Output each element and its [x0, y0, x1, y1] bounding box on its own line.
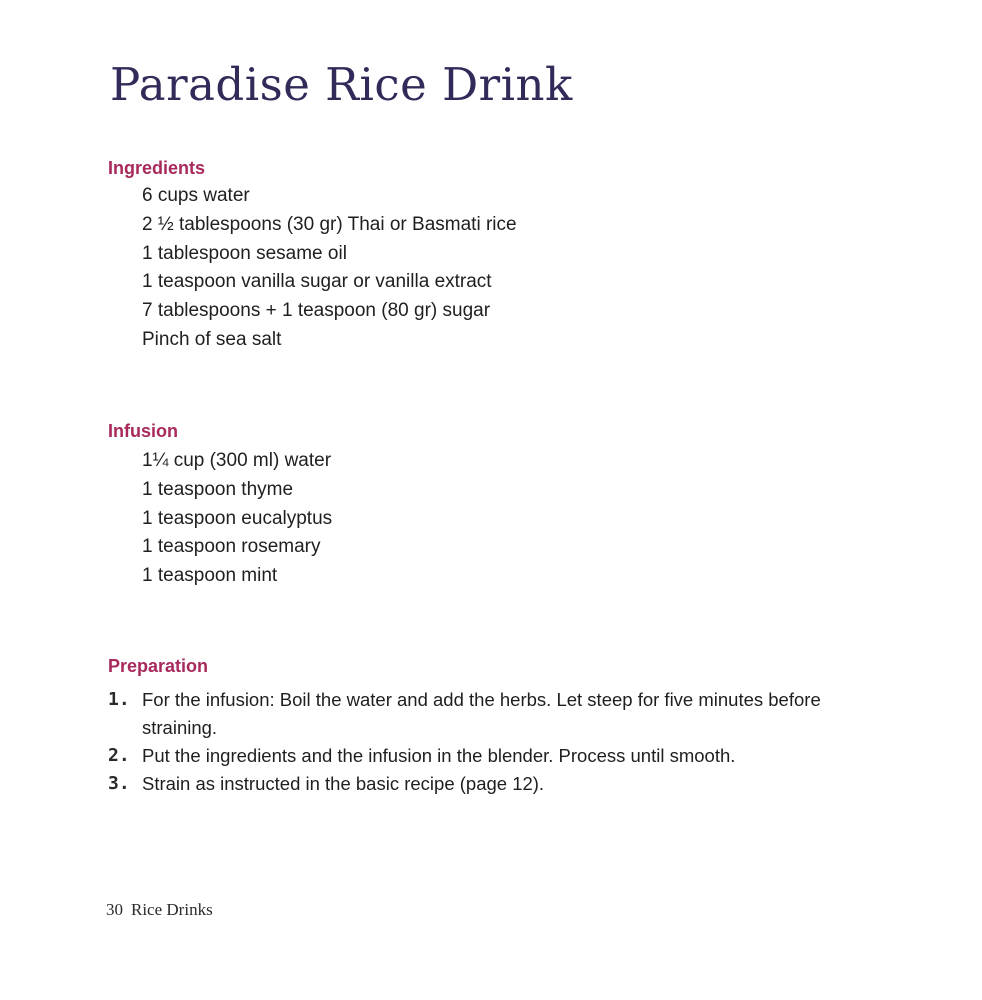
step-text: Strain as instructed in the basic recipe (page 12).	[142, 773, 545, 794]
infusion-item: 1¼ cup (300 ml) water	[142, 450, 332, 471]
page-number: 30	[106, 900, 123, 919]
ingredient-item: 1 tablespoon sesame oil	[142, 242, 347, 264]
step-number: 2.	[108, 745, 130, 766]
step-number: 1.	[108, 689, 130, 710]
ingredient-item: 2 ½ tablespoons (30 gr) Thai or Basmati rice	[142, 213, 517, 235]
preparation-heading: Preparation	[108, 656, 209, 676]
ingredient-item: Pinch of sea salt	[142, 328, 282, 350]
infusion-heading: Infusion	[108, 421, 178, 441]
infusion-item: 1 teaspoon thyme	[142, 478, 294, 500]
preparation-steps	[108, 686, 868, 798]
infusion-item: 1 teaspoon rosemary	[142, 536, 321, 558]
footer-section-title: Rice Drinks	[131, 900, 213, 919]
page-title: Paradise Rice Drink	[110, 58, 573, 111]
step-text: Put the ingredients and the infusion in the blender. Process until smooth.	[142, 745, 736, 766]
preparation-step	[108, 686, 868, 742]
infusion-list	[142, 447, 332, 591]
ingredient-item: 1 teaspoon vanilla sugar or vanilla extract	[142, 271, 492, 293]
step-text: For the infusion: Boil the water and add the herbs. Let steep for five minutes before straining.	[142, 689, 821, 738]
ingredients-heading: Ingredients	[108, 158, 206, 178]
ingredient-item: 6 cups water	[142, 185, 250, 206]
preparation-step	[108, 770, 868, 798]
preparation-step	[108, 742, 868, 770]
infusion-item: 1 teaspoon eucalyptus	[142, 507, 333, 529]
page-footer	[106, 900, 213, 920]
ingredient-item: 7 tablespoons + 1 teaspoon (80 gr) sugar	[142, 300, 491, 322]
infusion-item: 1 teaspoon mint	[142, 565, 278, 587]
step-number: 3.	[108, 773, 130, 794]
ingredients-list	[142, 182, 517, 355]
